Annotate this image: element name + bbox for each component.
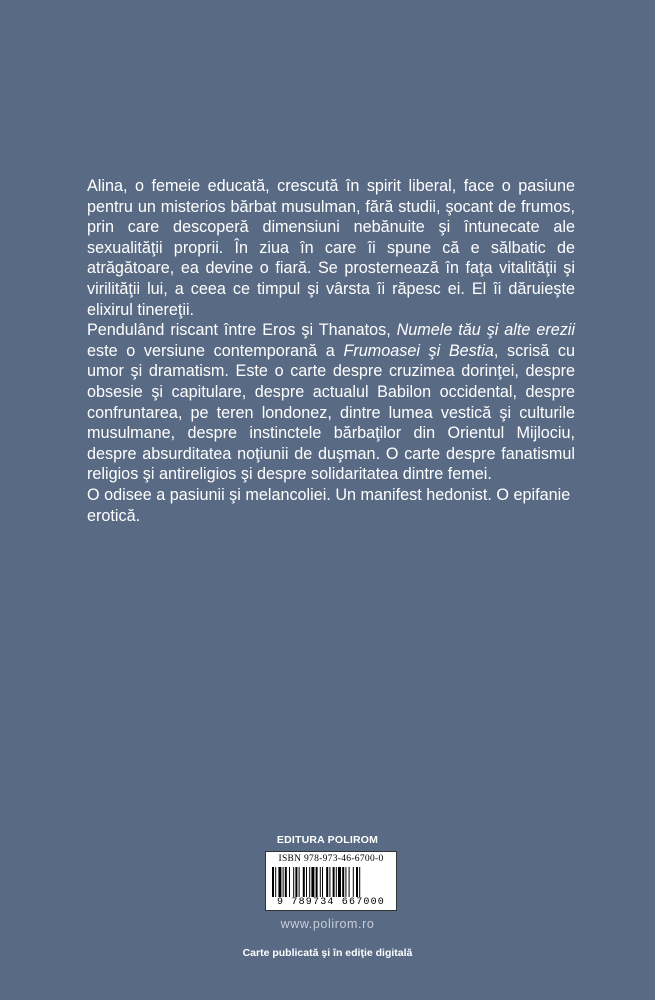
publisher-website: www.polirom.ro bbox=[280, 917, 375, 931]
blurb-paragraph-3: O odisee a pasiunii şi melancoliei. Un manifest hedonist. O epifanie erotică. bbox=[87, 485, 571, 525]
blurb-p2-part-a: Pendulând riscant între Eros şi Thanatos, bbox=[87, 321, 397, 340]
publisher-name: EDITURA POLIROM bbox=[276, 834, 379, 846]
digital-edition-note: Carte publicată şi în ediţie digitală bbox=[242, 947, 413, 959]
blurb-p2-part-c: , scrisă cu umor şi dramatism. Este o carte despre cruzimea dorinţei, despre obsesie şi capitulare, despre actualul Babilon occidental, despre confruntarea, pe teren londonez, dintre lumea vestică şi culturile musulmane, despre instinctele bărbaţilor din Orientul Mijlociu, despre absurditatea noţiunii de duşman. O carte despre fanatismul religios şi antireligios şi despre solidaritatea dintre femei. bbox=[87, 341, 576, 484]
blurb-p2-part-b: este o versiune contemporană a bbox=[87, 341, 344, 360]
barcode-bars bbox=[272, 867, 390, 897]
book-title-italic: Numele tău şi alte erezii bbox=[396, 321, 575, 340]
blurb-paragraph-2 bbox=[87, 320, 575, 485]
blurb-paragraph-1: Alina, o femeie educată, crescută în spirit liberal, face o pasiune pentru un misterios bărbat musulman, fără studii, şocant de frumos, prin care descoperă dimensiuni nebănuite şi întunecate ale sexualităţii proprii. În ziua în care îi spune că e sălbatic de atrăgătoare, ea devine o fiară. Se prosternează în faţa vitalităţii şi virilităţii lui, a ceea ce timpul şi vârsta îi răpesc ei. El îi dăruieşte elixirul tinereţii. bbox=[87, 177, 575, 319]
back-cover-blurb bbox=[87, 176, 575, 526]
fairy-tale-title-italic: Frumoasei şi Bestia bbox=[343, 341, 494, 360]
isbn-barcode bbox=[265, 851, 397, 911]
isbn-number: ISBN 978-973-46-6700-0 bbox=[278, 854, 384, 864]
barcode-digits: 9 789734 667000 bbox=[276, 897, 385, 908]
